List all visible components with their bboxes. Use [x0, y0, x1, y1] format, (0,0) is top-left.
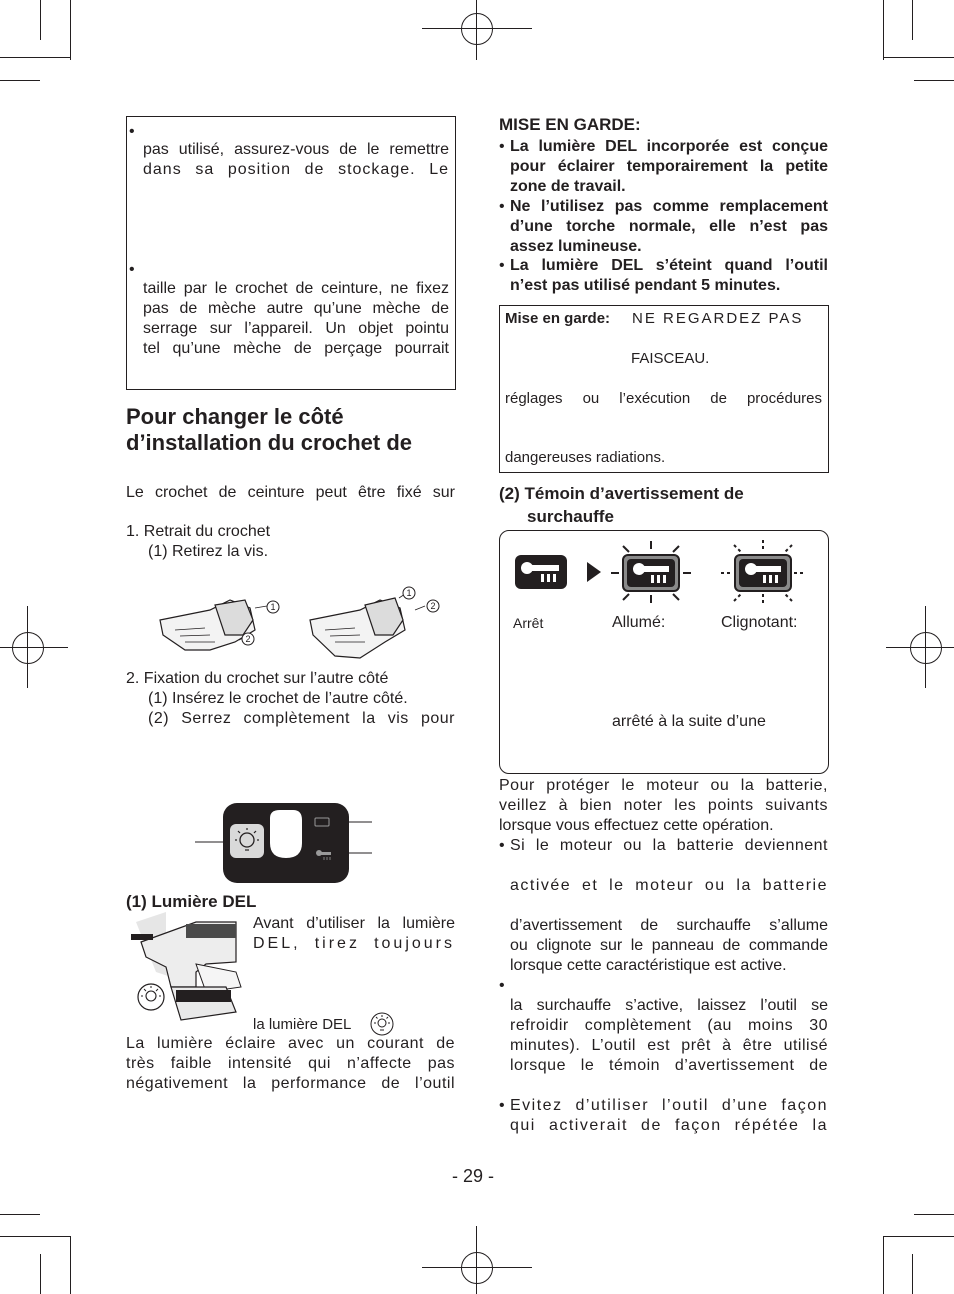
callout-number: 1: [406, 588, 412, 598]
body-text: minutes). L’outil est prêt à être utilisé: [510, 1037, 828, 1054]
callout-number: 2: [430, 601, 436, 611]
step-1-sub: (1) Retirez la vis.: [148, 543, 269, 560]
bullet: •: [499, 977, 505, 994]
box-text: dans sa position de stockage. Le: [143, 161, 449, 178]
drill-led-illustration: [126, 912, 250, 1028]
body-text: très faible intensité qui n’affecte pas: [126, 1055, 455, 1072]
section-heading: Pour changer le côté: [126, 404, 344, 429]
led-light-icon: [370, 1012, 394, 1036]
body-text: La lumière éclaire avec un courant de: [126, 1035, 455, 1052]
page-number: - 29 -: [452, 1166, 495, 1186]
caution-text: d’une torche normale, elle n’est pas: [510, 218, 828, 235]
state-blink-label: Clignotant:: [721, 614, 798, 631]
warning-text: FAISCEAU.: [631, 350, 710, 367]
caution-text: La lumière DEL incorporée est conçue: [510, 138, 828, 155]
body-text: Pour protéger le moteur ou la batterie,: [499, 777, 828, 794]
body-text: refroidir complètement (au moins 30: [510, 1017, 828, 1034]
bullet: •: [129, 261, 135, 278]
body-text: lorsque cette caractéristique est active.: [510, 957, 787, 974]
body-text: Si le moteur ou la batterie deviennent: [510, 837, 828, 854]
step-2-sub: (2) Serrez complètement la vis pour: [148, 710, 455, 727]
body-text: Evitez d’utiliser l’outil d’une façon: [510, 1097, 828, 1114]
body-text: lorsque vous effectuez cette opération.: [499, 817, 774, 834]
led-text: la lumière DEL: [253, 1016, 352, 1033]
temp-heading: (2) Témoin d’avertissement de: [499, 484, 744, 503]
state-on-label: Allumé:: [612, 614, 666, 631]
state-note: arrêté à la suite d’une: [612, 713, 766, 730]
step-2: 2. Fixation du crochet sur l’autre côté: [126, 670, 389, 687]
caution-text: zone de travail.: [510, 178, 626, 195]
control-panel-illustration: [190, 798, 380, 888]
bullet: •: [129, 123, 135, 140]
caution-text: assez lumineuse.: [510, 238, 642, 255]
led-text: Avant d’utiliser la lumière: [253, 915, 455, 932]
caution-title: MISE EN GARDE:: [499, 115, 641, 134]
body-text: lorsque le témoin d’avertissement de: [510, 1057, 828, 1074]
warning-text: réglages ou l’exécution de procédures: [505, 390, 822, 407]
body-text: d’avertissement de surchauffe s’allume: [510, 917, 828, 934]
body-text: ou clignote sur le panneau de commande: [510, 937, 828, 954]
warning-label: Mise en garde:: [505, 310, 611, 327]
caution-text: La lumière DEL s’éteint quand l’outil: [510, 257, 828, 274]
section-heading: d’installation du crochet de: [126, 430, 413, 455]
body-text: la surchauffe s’active, laissez l’outil se: [510, 997, 828, 1014]
body-text: qui activerait de façon répétée la: [510, 1117, 828, 1134]
caution-text: Ne l’utilisez pas comme remplacement: [510, 198, 828, 215]
temp-heading: surchauffe: [527, 507, 614, 526]
led-text: DEL, tirez toujours: [253, 935, 455, 952]
caution-text: pour éclairer temporairement la petite: [510, 158, 828, 175]
caution-text: n’est pas utilisé pendant 5 minutes.: [510, 277, 781, 294]
step-1: 1. Retrait du crochet: [126, 523, 271, 540]
overheat-indicator-states: [505, 538, 823, 608]
hook-removal-illustration: [155, 580, 455, 665]
warning-text: dangereuses radiations.: [505, 449, 666, 466]
body-text: veillez à bien noter les points suivants: [499, 797, 828, 814]
box-text: taille par le crochet de ceinture, ne fixez: [143, 280, 449, 297]
box-text: pas de mèche autre qu’une mèche de: [143, 300, 449, 317]
callout-number: 1: [270, 602, 276, 612]
bullet: •: [499, 1097, 505, 1114]
box-text: serrage sur l’appareil. Un objet pointu: [143, 320, 449, 337]
intro-text: Le crochet de ceinture peut être fixé sur: [126, 484, 455, 501]
led-heading: (1) Lumière DEL: [126, 892, 257, 911]
warning-text: NE REGARDEZ PAS: [632, 310, 804, 327]
state-off-label: Arrêt: [513, 615, 544, 631]
bullet: •: [499, 198, 505, 215]
step-2-sub: (1) Insérez le crochet de l’autre côté.: [148, 690, 408, 707]
bullet: •: [499, 837, 505, 854]
box-text: tel qu’une mèche de perçage pourrait: [143, 340, 449, 357]
bullet: •: [499, 257, 505, 274]
bullet: •: [499, 138, 505, 155]
body-text: négativement la performance de l’outil: [126, 1075, 455, 1092]
callout-number: 2: [245, 634, 251, 644]
body-text: activée et le moteur ou la batterie: [510, 877, 828, 894]
box-text: pas utilisé, assurez-vous de le remettre: [143, 141, 449, 158]
